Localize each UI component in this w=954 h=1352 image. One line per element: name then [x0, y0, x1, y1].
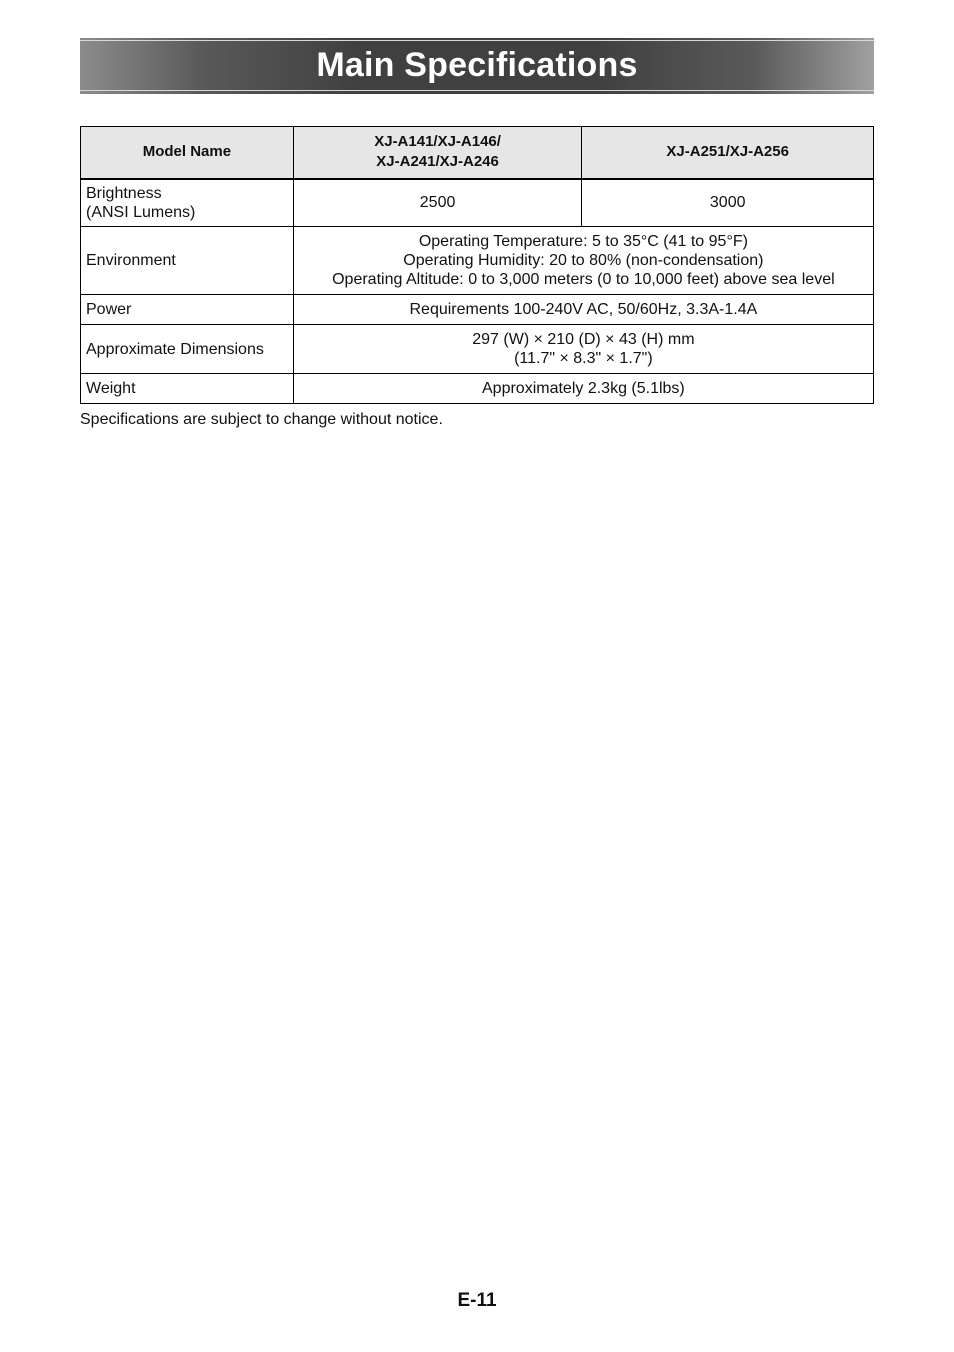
table-row-dimensions	[81, 325, 874, 374]
dimensions-value	[293, 325, 873, 374]
weight-value: Approximately 2.3kg (5.1lbs)	[293, 374, 873, 404]
specifications-note: Specifications are subject to change without notice.	[80, 411, 443, 428]
dimensions-imperial: (11.7" × 8.3" × 1.7")	[514, 350, 653, 367]
table-header-row	[81, 127, 874, 179]
environment-value	[293, 227, 873, 295]
brightness-value-group-2: 3000	[582, 179, 874, 227]
specifications-table	[80, 126, 874, 404]
power-value: Requirements 100-240V AC, 50/60Hz, 3.3A-1.4A	[293, 295, 873, 325]
power-label: Power	[81, 295, 294, 325]
dimensions-metric: 297 (W) × 210 (D) × 43 (H) mm	[472, 331, 695, 348]
header-model-group-2: XJ-A251/XJ-A256	[582, 127, 874, 179]
header-model-group-1-line1: XJ-A141/XJ-A146/	[374, 133, 501, 151]
header-model-group-1-line2: XJ-A241/XJ-A246	[376, 153, 499, 171]
header-model-group-1	[293, 127, 582, 179]
brightness-label-line2: (ANSI Lumens)	[86, 203, 196, 221]
table-row-brightness	[81, 179, 874, 227]
header-model-name: Model Name	[81, 127, 294, 179]
environment-humidity: Operating Humidity: 20 to 80% (non-condensation)	[403, 252, 764, 269]
page-number: E-11	[457, 1290, 497, 1311]
environment-label: Environment	[81, 227, 294, 295]
weight-label: Weight	[81, 374, 294, 404]
brightness-label	[81, 179, 294, 227]
table-row-environment	[81, 227, 874, 295]
dimensions-label: Approximate Dimensions	[81, 325, 294, 374]
environment-temperature: Operating Temperature: 5 to 35°C (41 to 95°F)	[418, 233, 748, 250]
page-title: Main Specifications	[316, 46, 638, 84]
brightness-value-group-1: 2500	[293, 179, 582, 227]
title-banner	[80, 38, 874, 94]
brightness-label-line1: Brightness	[86, 184, 162, 202]
environment-altitude: Operating Altitude: 0 to 3,000 meters (0 to 10,000 feet) above sea level	[332, 271, 835, 288]
table-row-power	[81, 295, 874, 325]
table-row-weight	[81, 374, 874, 404]
